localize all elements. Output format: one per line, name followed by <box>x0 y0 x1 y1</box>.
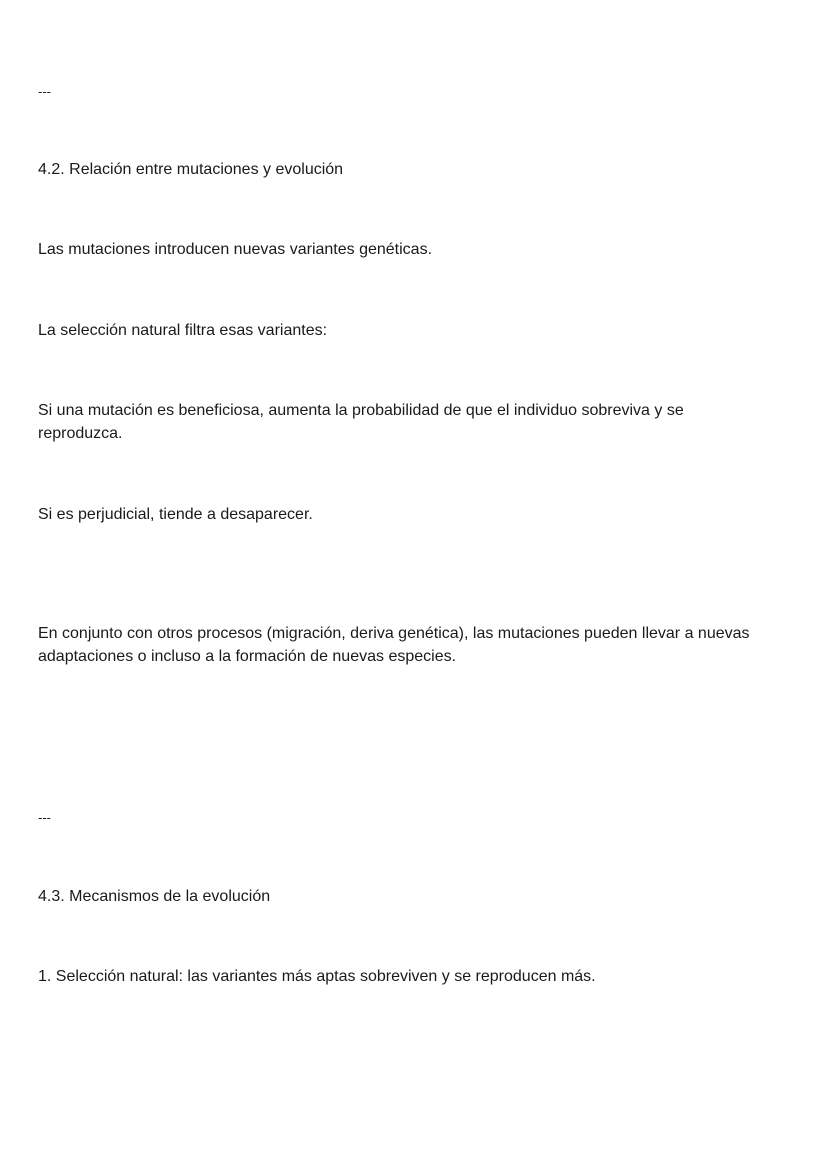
section-heading: 4.3. Mecanismos de la evolución <box>38 888 271 905</box>
paragraph: Si es perjudicial, tiende a desaparecer. <box>38 506 313 523</box>
list-item: 1. Selección natural: las variantes más aptas sobreviven y se reproducen más. <box>38 968 596 985</box>
paragraph: La selección natural filtra esas variantes: <box>38 322 328 339</box>
section-heading: 4.2. Relación entre mutaciones y evolución <box>38 161 344 178</box>
separator-line: --- <box>38 810 51 825</box>
paragraph: Las mutaciones introducen nuevas variantes genéticas. <box>38 241 433 258</box>
paragraph: En conjunto con otros procesos (migración, deriva genética), las mutaciones pueden llevar a nuevas adaptaciones o incluso a la formación de nuevas especies. <box>38 625 750 665</box>
paragraph: Si una mutación es beneficiosa, aumenta la probabilidad de que el individuo sobreviva y se reproduzca. <box>38 402 684 442</box>
separator-line: --- <box>38 84 51 99</box>
